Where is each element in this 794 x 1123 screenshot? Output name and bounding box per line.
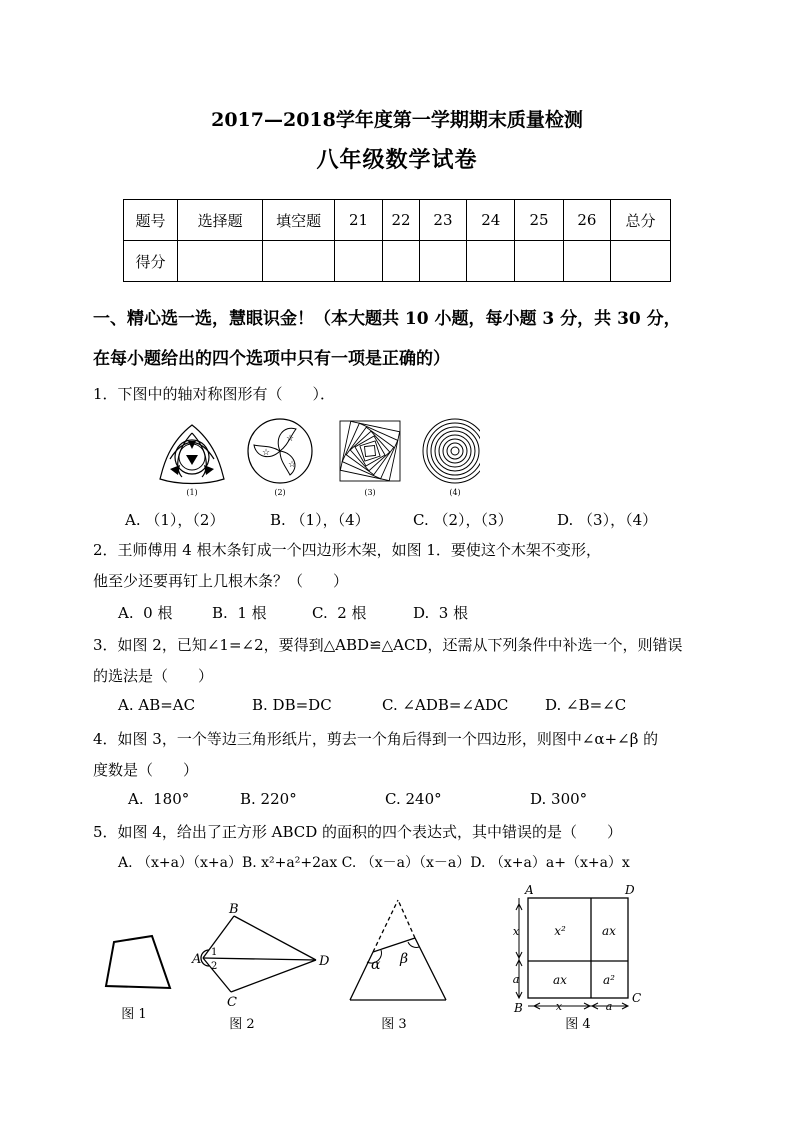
fig4-label-c: C [632,991,642,1005]
fig2-label-b: B [229,902,239,917]
fig4-label-b: B [514,1001,523,1015]
q3-option-c[interactable]: C. ∠ADB=∠ADC [382,696,509,714]
pinwheel-stars-figure [248,419,312,483]
fig1-quadrilateral [106,936,170,988]
q3-option-b[interactable]: B. DB=DC [252,696,332,714]
fig2-angle-2: 2 [211,961,218,972]
score-row-label: 得分 [124,241,178,282]
section-heading-line1: 一、精心选一选，慧眼识金！（本大题共 10 小题，每小题 3 分，共 30 分， [93,309,681,329]
figure-caption-2: 图 2 [229,1017,255,1032]
score-cell[interactable] [611,241,671,282]
fig4-label-a: A [525,883,534,897]
score-header-cell: 22 [383,200,420,241]
q1-option-a[interactable]: A. （1），（2） [125,511,225,529]
q5-options[interactable]: A. （x+a）（x+a）B. x²+a²+2ax C. （x－a）（x－a）D. （x+a）a+（x+a）x [118,855,630,871]
q3-option-a[interactable]: A. AB=AC [118,696,196,714]
score-header-cell: 21 [334,200,382,241]
score-header-cell: 23 [419,200,466,241]
question-2-line2: 他至少还要再钉上几根木条？（ ） [93,572,349,590]
fig2-triangles [201,916,316,992]
fig4-bottom-a: a [605,1000,613,1013]
figure-label: (1) [186,488,198,497]
fig4-bottom-x: x [555,1000,563,1013]
fig2-label-d: D [319,954,330,969]
exam-subtitle: 八年级数学试卷 [316,147,478,173]
q1-option-c[interactable]: C. （2），（3） [413,511,513,529]
fig2-angle-1: 1 [211,947,218,958]
q2-option-b[interactable]: B. 1 根 [212,604,267,622]
score-cell[interactable] [467,241,515,282]
fig4-region-x2: x² [554,924,566,938]
question-4-line2: 度数是（ ） [93,761,199,779]
question-4-line1: 4．如图 3，一个等边三角形纸片，剪去一个角后得到一个四边形，则图中∠α+∠β 的 [93,730,659,748]
nested-squares-figure [340,421,400,481]
exam-title: 2017—2018学年度第一学期期末质量检测 [211,109,583,131]
question-1-text: 1．下图中的轴对称图形有（ ）． [93,385,336,403]
section-heading-line2: 在每小题给出的四个选项中只有一项是正确的） [93,349,450,369]
q2-option-a[interactable]: A. 0 根 [118,604,173,622]
fig4-side-a: a [512,973,520,986]
score-header-cell: 25 [515,200,563,241]
figure-label: (4) [449,488,461,497]
q4-option-d[interactable]: D. 300° [530,790,588,808]
score-header-cell: 题号 [124,200,178,241]
score-cell[interactable] [515,241,563,282]
question-1-figures [150,415,480,500]
figure-caption-1: 图 1 [121,1007,147,1022]
figure-caption-3: 图 3 [381,1017,407,1032]
fig4-square [516,898,628,1009]
score-header-cell: 选择题 [178,200,263,241]
concentric-circles-figure [423,419,480,483]
q4-option-a[interactable]: A. 180° [128,790,190,808]
question-3-line1: 3．如图 2，已知∠1=∠2，要得到△ABD≌△ACD，还需从下列条件中补选一个，则错误 [93,636,683,654]
score-table-score-row [124,241,671,282]
score-header-cell: 24 [467,200,515,241]
q2-option-d[interactable]: D. 3 根 [413,604,469,622]
fig3-label-alpha: α [371,957,381,973]
fig4-side-x: x [512,925,520,938]
score-cell[interactable] [563,241,610,282]
score-table-header-row [124,200,671,241]
figure-label: (2) [274,488,286,497]
score-header-cell: 填空题 [263,200,335,241]
score-cell[interactable] [178,241,263,282]
fig4-region-ax-bottom: ax [553,973,567,987]
q1-option-b[interactable]: B. （1），（4） [270,511,370,529]
svg-text:☆: ☆ [287,460,297,470]
fig3-label-beta: β [400,951,409,967]
question-2-line1: 2．王师傅用 4 根木条钉成一个四边形木架，如图 1．要使这个木架不变形， [93,541,601,559]
q4-option-c[interactable]: C. 240° [385,790,442,808]
question-3-line2: 的选法是（ ） [93,667,214,685]
fig2-label-c: C [227,995,237,1010]
q3-option-d[interactable]: D. ∠B=∠C [545,696,627,714]
score-header-cell: 26 [563,200,610,241]
fig3-triangle [350,900,446,1000]
svg-text:☆: ☆ [261,448,271,458]
score-cell[interactable] [419,241,466,282]
svg-text:☆: ☆ [285,434,295,444]
figure-caption-4: 图 4 [565,1017,591,1032]
question-5-text: 5．如图 4，给出了正方形 ABCD 的面积的四个表达式，其中错误的是（ ） [93,823,623,841]
fig4-label-d: D [625,883,635,897]
fig4-region-a2: a² [603,973,615,987]
fig2-label-a: A [192,952,202,967]
figure-label: (3) [364,488,376,497]
score-header-cell: 总分 [611,200,671,241]
q2-option-c[interactable]: C. 2 根 [312,604,367,622]
score-cell[interactable] [383,241,420,282]
score-cell[interactable] [334,241,382,282]
fig4-region-ax-top: ax [602,924,616,938]
bottom-figures [88,880,658,1040]
triquetra-figure [160,425,224,484]
q4-option-b[interactable]: B. 220° [240,790,297,808]
score-table [123,199,671,282]
score-cell[interactable] [263,241,335,282]
q1-option-d[interactable]: D. （3），（4） [557,511,658,529]
